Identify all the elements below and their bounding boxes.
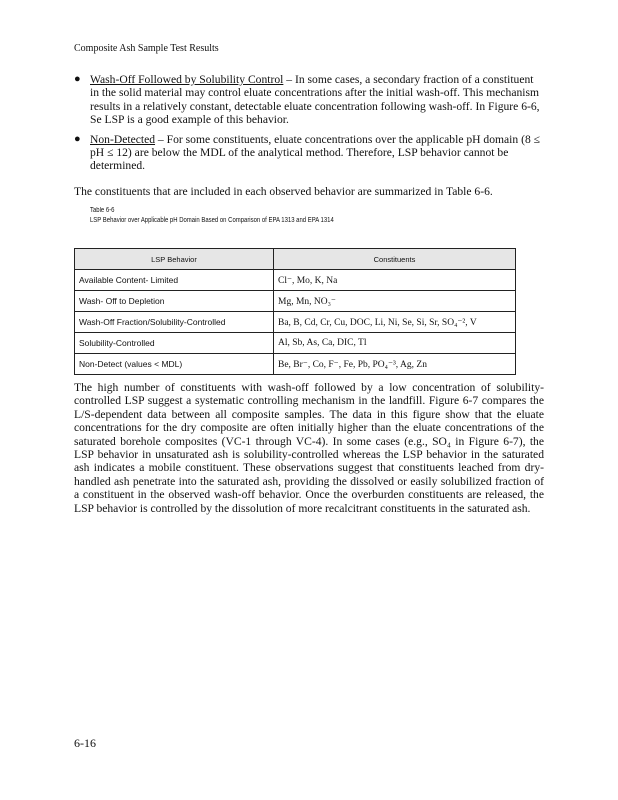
bullet-text: – For some constituents, eluate concentrations over the applicable pH domain (8 ≤ pH ≤ 12) are below the MDL of the analytical method. Therefore, LSP behavior cannot be determined. [90,132,541,173]
constituents-cell: Mg, Mn, NO₃⁻ [274,291,516,312]
behavior-cell: Solubility-Controlled [75,333,274,354]
table-title: LSP Behavior over Applicable pH Domain Based on Comparison of EPA 1313 and EPA 1314 [90,217,334,224]
constituents-cell: Cl⁻, Mo, K, Na [274,270,516,291]
table-header-row [75,249,516,270]
header-lsp-behavior: LSP Behavior [75,249,274,270]
behavior-cell: Wash-Off Fraction/Solubility-Controlled [75,312,274,333]
behavior-cell: Non-Detect (values < MDL) [75,354,274,375]
intro-paragraph: The constituents that are included in each observed behavior are summarized in Table 6-6. [74,185,493,198]
table-row [75,270,516,291]
header-constituents: Constituents [274,249,516,270]
running-header: Composite Ash Sample Test Results [74,43,219,54]
bullet-wash-off-solubility [74,73,544,127]
bullet-icon: ● [74,73,81,85]
bullet-title: Wash-Off Followed by Solubility Control [90,73,284,86]
page-number: 6-16 [74,736,96,750]
table-row [75,291,516,312]
body-paragraph: The high number of constituents with wash-off followed by a low concentration of solubility-controlled LSP suggest a systematic controlling mechanism in the landfill. Figure 6-7 compares the L/S-dependent data between all composite samples. The data in this figure show that the eluate concentrations for the dry composite are often initially higher than the eluate concentrations of the saturated borehole composites (VC-1 through VC-4). In some cases (e.g., SO₄ in Figure 6-7), the LSP behavior in unsaturated ash is solubility-controlled whereas the LSP behavior in the saturated ash indicates a mobile constituent. These observations suggest that constituents leached from dry-handled ash penetrate into the saturated ash, providing the dissolved or easily solubilized fraction of a constituent in the observed wash-off behavior. Once the overburden constituents are released, the LSP behavior is controlled by the dissolution of more recalcitrant constituents in the saturated ash. [74,381,544,515]
bullet-list [74,73,544,179]
table-row [75,333,516,354]
behavior-cell: Available Content- Limited [75,270,274,291]
lsp-behavior-table [74,248,516,375]
table-caption [90,206,337,226]
constituents-cell: Al, Sb, As, Ca, DIC, Tl [274,333,516,354]
bullet-non-detected [74,133,544,173]
behavior-cell: Wash- Off to Depletion [75,291,274,312]
bullet-text: – In some cases, a secondary fraction of a constituent in the solid material may control eluate concentrations after the initial wash-off. This mechanism results in a relatively constant, detectable eluate concentration following wash-off. In Figure 6-6, Se LSP is a good example of this behavior. [90,73,540,127]
constituents-cell: Ba, B, Cd, Cr, Cu, DOC, Li, Ni, Se, Si, Sr, SO₄⁻², V [274,312,516,333]
bullet-title: Non-Detected [90,132,156,146]
table-row [75,354,516,375]
constituents-cell: Be, Br⁻, Co, F⁻, Fe, Pb, PO₄⁻³, Ag, Zn [274,354,516,375]
table-row [75,312,516,333]
table-number: Table 6-6 [90,207,115,214]
bullet-icon: ● [74,132,81,145]
